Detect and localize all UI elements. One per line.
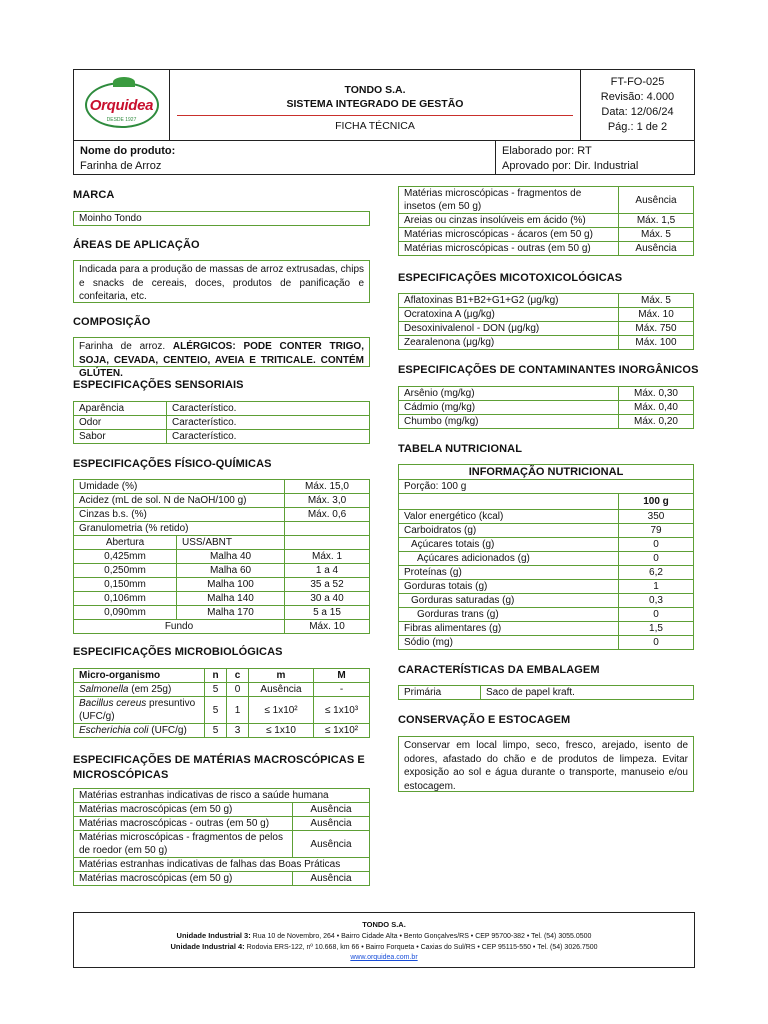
spec-label: Chumbo (mg/kg): [399, 415, 619, 429]
doc-code: FT-FO-025: [610, 76, 665, 88]
risk-header: Matérias estranhas indicativas de risco a saúde humana: [74, 789, 370, 803]
nutri-header: INFORMAÇÃO NUTRICIONAL: [399, 465, 694, 480]
M-value: ≤ 1x10³: [314, 697, 370, 724]
abertura-value: 0,250mm: [74, 564, 177, 578]
micro-header: n: [205, 669, 227, 683]
table-row: [74, 564, 370, 578]
c-value: 1: [227, 697, 249, 724]
macro-table: [73, 788, 370, 886]
spec-label: Umidade (%): [74, 480, 285, 494]
granulometria-label: Granulometria (% retido): [74, 522, 285, 536]
doc-info-cell: [581, 70, 694, 140]
spec-value: Máx. 10: [285, 620, 370, 634]
table-row: [74, 480, 370, 494]
table-row: [399, 242, 694, 256]
nutrient-label: Valor energético (kcal): [399, 510, 619, 524]
leaf-icon: [113, 77, 135, 87]
website-link[interactable]: www.orquidea.com.br: [350, 954, 418, 961]
macro-table-continued: [398, 186, 694, 256]
nutrient-label: Fibras alimentares (g): [399, 622, 619, 636]
product-name: Farinha de Arroz: [80, 160, 162, 172]
system-name: SISTEMA INTEGRADO DE GESTÃO: [286, 98, 464, 110]
bp-header: Matérias estranhas indicativas de falhas das Boas Práticas: [74, 858, 370, 872]
table-row: [399, 401, 694, 415]
logo-cell: [74, 70, 170, 140]
table-row: [399, 686, 694, 700]
spec-value: Máx. 5: [619, 294, 694, 308]
table-row: [399, 552, 694, 566]
document-header: [73, 69, 695, 141]
areas-text: Indicada para a produção de massas de arroz extrusadas, chips e snacks de cereais, doces, produtos de panificação e confeitaria, etc.: [73, 260, 370, 303]
product-label: Nome do produto:: [80, 145, 176, 157]
abertura-header: Abertura: [74, 536, 177, 550]
areas-title: ÁREAS DE APLICAÇÃO: [73, 239, 200, 251]
spec-value: Máx. 750: [619, 322, 694, 336]
spec-value: [285, 522, 370, 536]
nutrient-value: 0: [619, 552, 694, 566]
organism-name: [74, 683, 205, 697]
marca-title: MARCA: [73, 189, 115, 201]
doc-date: Data: 12/06/24: [601, 106, 674, 118]
nutrient-label: Gorduras saturadas (g): [399, 594, 619, 608]
n-value: 5: [205, 724, 227, 738]
footer-company: TONDO S.A.: [362, 920, 406, 929]
table-row: [399, 566, 694, 580]
nutrient-label: Açúcares adicionados (g): [399, 552, 619, 566]
spec-label: Matérias macroscópicas (em 50 g): [74, 803, 293, 817]
spec-value: Ausência: [293, 817, 370, 831]
table-row: [399, 308, 694, 322]
organism-name: [74, 697, 205, 724]
footer-unit4: [74, 942, 694, 953]
table-row: [399, 322, 694, 336]
spec-value: Ausência: [619, 242, 694, 256]
organism-species: Bacillus cereus: [79, 698, 147, 709]
spec-value: 5 a 15: [285, 606, 370, 620]
nutrient-value: 0: [619, 636, 694, 650]
spec-label: Matérias microscópicas - fragmentos de pelos de roedor (em 50 g): [74, 831, 293, 858]
micro-header: c: [227, 669, 249, 683]
micro-header: M: [314, 669, 370, 683]
table-row: [399, 524, 694, 538]
table-row: [399, 294, 694, 308]
table-row: [399, 608, 694, 622]
spec-value: Máx. 100: [619, 336, 694, 350]
spec-value: Máx. 0,20: [619, 415, 694, 429]
spec-label: Sabor: [74, 430, 167, 444]
spec-value: Máx. 0,6: [285, 508, 370, 522]
m-value: ≤ 1x10²: [249, 697, 314, 724]
malha-value: Malha 60: [177, 564, 285, 578]
table-row: [74, 578, 370, 592]
title-divider: [177, 115, 573, 116]
micro-header: m: [249, 669, 314, 683]
spec-label: Aparência: [74, 402, 167, 416]
malha-value: Malha 140: [177, 592, 285, 606]
porcao: Porção: 100 g: [399, 480, 694, 494]
table-row: [74, 789, 370, 803]
table-row: [74, 606, 370, 620]
blank-cell: [399, 494, 619, 510]
nutrient-value: 6,2: [619, 566, 694, 580]
spec-value: Ausência: [293, 831, 370, 858]
footer-unit3: [74, 931, 694, 942]
mico-table: [398, 293, 694, 350]
conserv-title: CONSERVAÇÃO E ESTOCAGEM: [398, 714, 571, 726]
spec-value: Máx. 0,40: [619, 401, 694, 415]
organism-unit: (UFC/g): [148, 725, 187, 736]
nutri-table: [398, 464, 694, 650]
nutrient-value: 1,5: [619, 622, 694, 636]
table-row: [74, 592, 370, 606]
spec-value: Ausência: [293, 872, 370, 886]
footer-unit3-label: Unidade Industrial 3:: [176, 931, 251, 940]
table-row: [399, 480, 694, 494]
fisico-table: [73, 479, 370, 634]
organism-species: Salmonella: [79, 684, 129, 695]
table-row: [74, 536, 370, 550]
nutrient-label: Gorduras totais (g): [399, 580, 619, 594]
table-row: [399, 465, 694, 480]
product-box: [73, 141, 695, 175]
spec-value: Máx. 10: [619, 308, 694, 322]
nutrient-label: Proteínas (g): [399, 566, 619, 580]
sensoriais-title: ESPECIFICAÇÕES SENSORIAIS: [73, 379, 244, 391]
malha-value: Malha 100: [177, 578, 285, 592]
n-value: 5: [205, 683, 227, 697]
abertura-value: 0,090mm: [74, 606, 177, 620]
spec-value: Máx. 5: [619, 228, 694, 242]
m-value: Ausência: [249, 683, 314, 697]
doc-revision: Revisão: 4.000: [600, 91, 675, 103]
table-row: [399, 538, 694, 552]
spec-value: Ausência: [293, 803, 370, 817]
embalagem-value: Saco de papel kraft.: [481, 686, 694, 700]
fundo-label: Fundo: [74, 620, 285, 634]
M-value: ≤ 1x10²: [314, 724, 370, 738]
table-row: [74, 620, 370, 634]
nutrient-label: Açúcares totais (g): [399, 538, 619, 552]
table-row: [74, 803, 370, 817]
malha-value: Malha 40: [177, 550, 285, 564]
table-row: [74, 402, 370, 416]
table-row: [74, 858, 370, 872]
spec-value: Máx. 0,30: [619, 387, 694, 401]
inorg-title: ESPECIFICAÇÕES DE CONTAMINANTES INORGÂNICOS: [398, 364, 699, 376]
prepared-by: Elaborado por: RT: [502, 145, 592, 157]
spec-value: Característico.: [167, 416, 370, 430]
mico-title: ESPECIFICAÇÕES MICOTOXICOLÓGICAS: [398, 272, 623, 284]
composicao-box: [73, 337, 370, 379]
col-header: 100 g: [619, 494, 694, 510]
micro-table: [73, 668, 370, 738]
spec-label: Matérias microscópicas - ácaros (em 50 g): [399, 228, 619, 242]
nutrient-value: 350: [619, 510, 694, 524]
macro-title: ESPECIFICAÇÕES DE MATÉRIAS MACROSCÓPICAS E MICROSCÓPICAS: [73, 754, 365, 781]
micro-header: Micro-organismo: [74, 669, 205, 683]
table-row: [74, 508, 370, 522]
uss-header: USS/ABNT: [177, 536, 285, 550]
spec-label: Desoxinivalenol - DON (μg/kg): [399, 322, 619, 336]
malha-value: Malha 170: [177, 606, 285, 620]
table-row: [399, 494, 694, 510]
spec-value: Máx. 3,0: [285, 494, 370, 508]
spec-value: 35 a 52: [285, 578, 370, 592]
spec-value: [285, 536, 370, 550]
approved-by: Aprovado por: Dir. Industrial: [502, 160, 639, 172]
spec-label: Ocratoxina A (μg/kg): [399, 308, 619, 322]
table-row: [74, 683, 370, 697]
spec-label: Areias ou cinzas insolúveis em ácido (%): [399, 214, 619, 228]
organism-species: Escherichia coli: [79, 725, 149, 736]
spec-value: Ausência: [619, 187, 694, 214]
nutrient-label: Gorduras trans (g): [399, 608, 619, 622]
nutrient-value: 79: [619, 524, 694, 538]
logo-subtext: DESDE 1927: [106, 117, 137, 123]
table-row: [399, 622, 694, 636]
embalagem-table: [398, 685, 694, 700]
M-value: -: [314, 683, 370, 697]
spec-label: Zearalenona (μg/kg): [399, 336, 619, 350]
c-value: 0: [227, 683, 249, 697]
doc-type: FICHA TÉCNICA: [335, 120, 415, 132]
micro-title: ESPECIFICAÇÕES MICROBIOLÓGICAS: [73, 646, 283, 658]
spec-label: Matérias microscópicas - fragmentos de insetos (em 50 g): [399, 187, 619, 214]
nutri-title: TABELA NUTRICIONAL: [398, 443, 523, 455]
conserv-text: Conservar em local limpo, seco, fresco, arejado, isento de odores, afastado do chão e de produtos de limpeza. Evitar exposição ao sol e água durante o transporte, manuseio e/ou estocagem.: [398, 736, 694, 792]
table-row: [74, 430, 370, 444]
document-footer: [73, 912, 695, 968]
table-row: [399, 387, 694, 401]
table-row: [399, 636, 694, 650]
doc-page: Pág.: 1 de 2: [607, 121, 668, 133]
abertura-value: 0,106mm: [74, 592, 177, 606]
table-row: [74, 697, 370, 724]
spec-value: Máx. 15,0: [285, 480, 370, 494]
spec-value: 1 a 4: [285, 564, 370, 578]
sensoriais-table: [73, 401, 370, 444]
table-row: [74, 817, 370, 831]
c-value: 3: [227, 724, 249, 738]
table-row: [399, 580, 694, 594]
spec-label: Cádmio (mg/kg): [399, 401, 619, 415]
company-name: TONDO S.A.: [344, 84, 406, 96]
spec-value: Característico.: [167, 430, 370, 444]
fisico-title: ESPECIFICAÇÕES FÍSICO-QUÍMICAS: [73, 458, 272, 470]
table-row: [74, 724, 370, 738]
composicao-text: Farinha de arroz.: [79, 341, 173, 352]
footer-unit4-address: Rodovia ERS-122, nº 10.668, km 66 • Bairro Forqueta • Caxias do Sul/RS • CEP 95115-550 • Tel. (54) 3026.7500: [244, 944, 598, 951]
table-row: [74, 831, 370, 858]
footer-unit3-address: Rua 10 de Novembro, 264 • Bairro Cidade Alta • Bento Gonçalves/RS • CEP 95700-382 • Tel. (54) 3055.0500: [250, 933, 592, 940]
approval-cell: [496, 141, 694, 174]
nutrient-value: 0,3: [619, 594, 694, 608]
organism-unit: presuntivo (UFC/g): [79, 698, 196, 722]
table-row: [399, 187, 694, 214]
spec-label: Cinzas b.s. (%): [74, 508, 285, 522]
logo-text: Orquidea: [89, 96, 154, 114]
embalagem-key: Primária: [399, 686, 481, 700]
product-name-cell: [74, 141, 496, 174]
table-row: [74, 550, 370, 564]
table-row: [399, 594, 694, 608]
allergen-warning: ALÉRGICOS: PODE CONTER TRIGO, SOJA, CEVADA, CENTEIO, AVEIA E TRITICALE. CONTÉM GLÚTEN.: [79, 341, 364, 379]
nutrient-value: 0: [619, 608, 694, 622]
spec-label: Odor: [74, 416, 167, 430]
embalagem-title: CARACTERÍSTICAS DA EMBALAGEM: [398, 664, 600, 676]
abertura-value: 0,425mm: [74, 550, 177, 564]
spec-label: Matérias microscópicas - outras (em 50 g): [399, 242, 619, 256]
table-row: [74, 416, 370, 430]
spec-label: Matérias macroscópicas - outras (em 50 g): [74, 817, 293, 831]
organism-name: [74, 724, 205, 738]
nutrient-label: Sódio (mg): [399, 636, 619, 650]
table-row: [74, 872, 370, 886]
table-row: [399, 214, 694, 228]
nutrient-value: 1: [619, 580, 694, 594]
spec-value: Característico.: [167, 402, 370, 416]
table-row: [399, 415, 694, 429]
table-row: [74, 494, 370, 508]
spec-label: Acidez (mL de sol. N de NaOH/100 g): [74, 494, 285, 508]
spec-value: 30 a 40: [285, 592, 370, 606]
table-row: [399, 510, 694, 524]
footer-unit4-label: Unidade Industrial 4:: [170, 942, 245, 951]
organism-unit: (em 25g): [128, 684, 172, 695]
spec-label: Matérias macroscópicas (em 50 g): [74, 872, 293, 886]
composicao-title: COMPOSIÇÃO: [73, 316, 151, 328]
orquidea-logo: [85, 82, 159, 128]
spec-label: Aflatoxinas B1+B2+G1+G2 (μg/kg): [399, 294, 619, 308]
table-row: [399, 228, 694, 242]
m-value: ≤ 1x10: [249, 724, 314, 738]
abertura-value: 0,150mm: [74, 578, 177, 592]
table-row: [74, 669, 370, 683]
title-cell: [170, 70, 581, 140]
spec-value: Máx. 1: [285, 550, 370, 564]
table-row: [399, 336, 694, 350]
table-row: [74, 522, 370, 536]
spec-value: Máx. 1,5: [619, 214, 694, 228]
nutrient-label: Carboidratos (g): [399, 524, 619, 538]
marca-value: Moinho Tondo: [73, 211, 370, 226]
n-value: 5: [205, 697, 227, 724]
spec-label: Arsênio (mg/kg): [399, 387, 619, 401]
inorg-table: [398, 386, 694, 429]
nutrient-value: 0: [619, 538, 694, 552]
